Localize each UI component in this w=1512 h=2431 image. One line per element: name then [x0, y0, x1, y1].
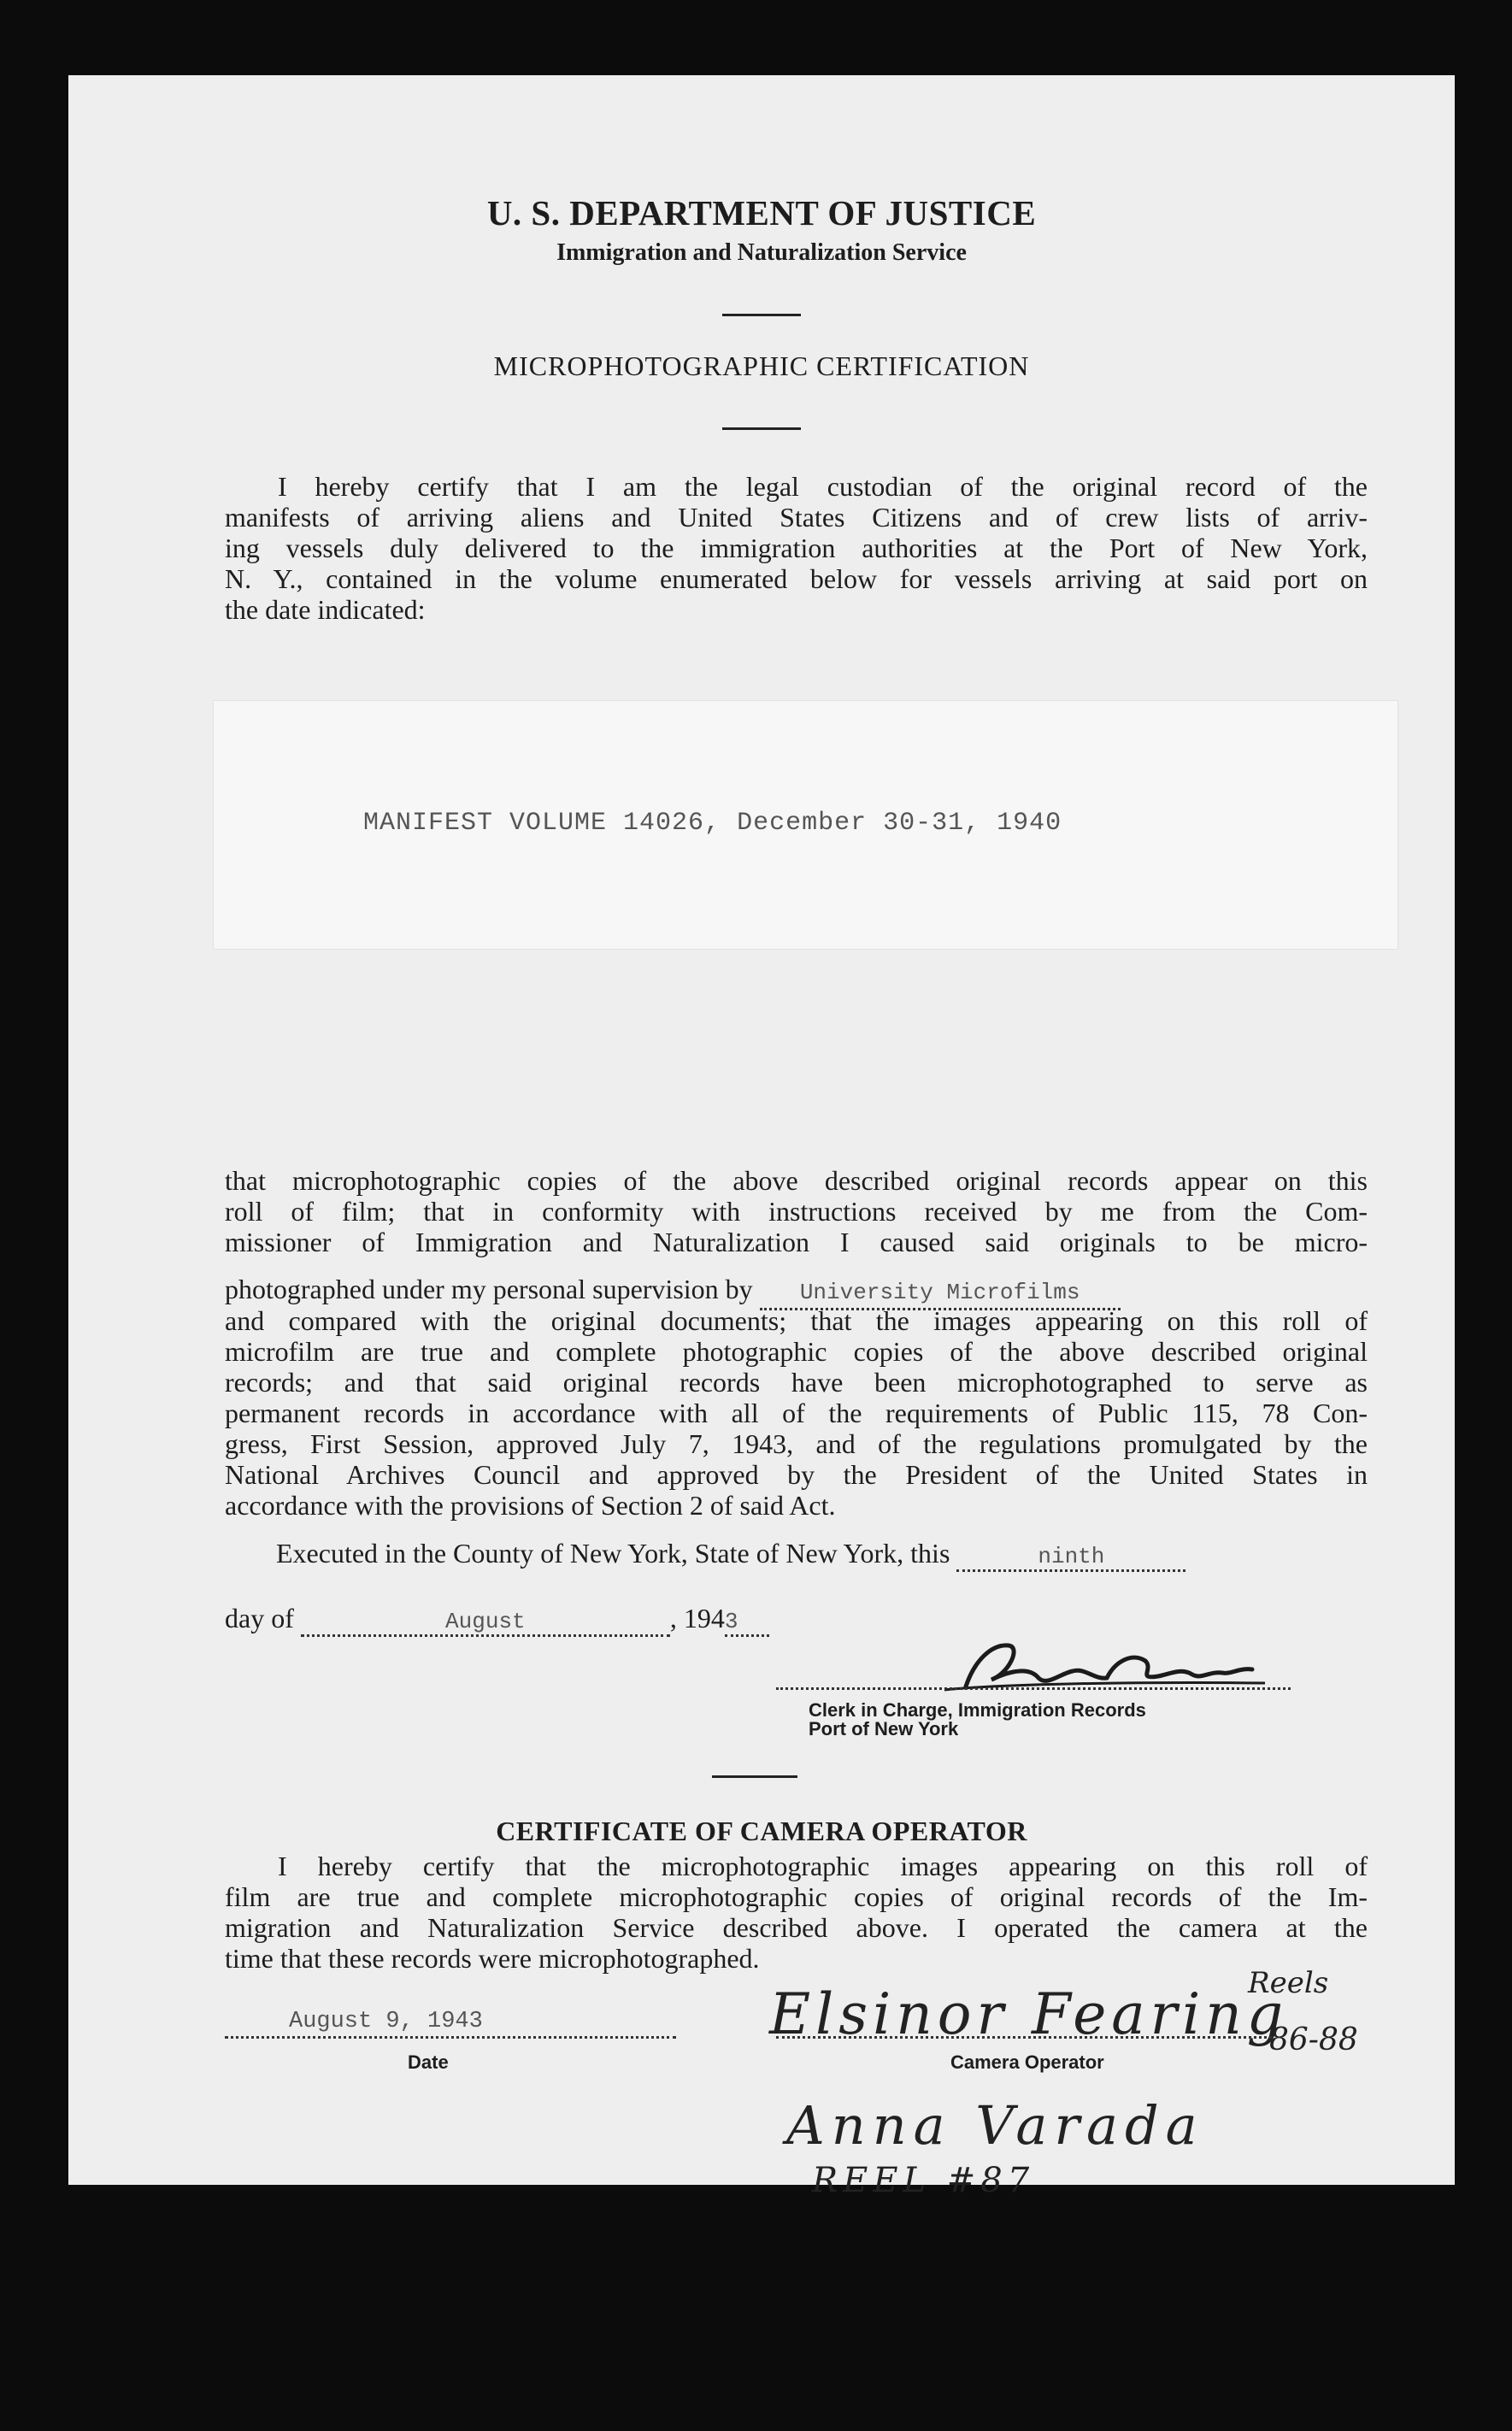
camera-paragraph [225, 1851, 1368, 1974]
document-page [68, 75, 1455, 2200]
clerk-signature-line [776, 1687, 1291, 1690]
text-line: film are true and complete microphotographic copies of original records of the Im- [225, 1881, 1368, 1912]
text-line: accordance with the provisions of Section 2 of said Act. [225, 1490, 836, 1521]
date-line [225, 2036, 676, 2039]
day-value: ninth [1038, 1544, 1105, 1569]
operator-line [776, 2036, 1272, 2039]
operator-signature: Elsinor Fearing [769, 1981, 1289, 2047]
text-line: microfilm are true and complete photographic copies of the above described original [225, 1336, 1368, 1367]
supervision-value: University Microfilms [799, 1280, 1080, 1305]
second-signature: Anna Varada [786, 2094, 1204, 2157]
executed-line [276, 1538, 1185, 1572]
body-paragraph-b [225, 1305, 1368, 1521]
text-line: ing vessels duly delivered to the immigration authorities at the Port of New York, [225, 533, 1368, 563]
clerk-office: Port of New York [809, 1718, 959, 1739]
divider [712, 1775, 797, 1778]
text-line: I hereby certify that I am the legal custodian of the original record of the [278, 471, 1368, 502]
agency-title: U. S. DEPARTMENT OF JUSTICE [486, 193, 1037, 233]
text-line: roll of film; that in conformity with instructions received by me from the Com- [225, 1196, 1368, 1227]
year-digit: 3 [724, 1609, 738, 1634]
year-field [725, 1603, 769, 1637]
intro-paragraph [225, 471, 1368, 625]
executed-prefix: Executed in the County of New York, State of New York, this [276, 1538, 950, 1569]
text-line: manifests of arriving aliens and United States Citizens and of crew lists of arriv- [225, 502, 1368, 533]
text-line: migration and Naturalization Service described above. I operated the camera at the [225, 1912, 1368, 1943]
text-line: National Archives Council and approved by the President of the United States in [225, 1459, 1368, 1490]
supervision-prefix: photographed under my personal supervision by [225, 1274, 753, 1304]
manifest-volume: MANIFEST VOLUME 14026, December 30-31, 1940 [363, 809, 1062, 838]
year-prefix: , 194 [669, 1603, 725, 1633]
text-line: N. Y., contained in the volume enumerated below for vessels arriving at said port on [225, 563, 1368, 594]
divider [722, 427, 801, 430]
clerk-signature [863, 1627, 1308, 1704]
day-field [956, 1538, 1185, 1572]
date-line [225, 1603, 769, 1637]
text-line: that microphotographic copies of the above described original records appear on this [225, 1165, 1368, 1196]
month-field [301, 1603, 670, 1637]
camera-heading: CERTIFICATE OF CAMERA OPERATOR [496, 1816, 1027, 1846]
text-line: permanent records in accordance with all of the requirements of Public 115, 78 Con- [225, 1398, 1368, 1428]
certification-title: MICROPHOTOGRAPHIC CERTIFICATION [493, 350, 1030, 381]
day-of-label: day of [225, 1603, 294, 1633]
reels-range: 86-88 [1269, 2022, 1358, 2057]
body-paragraph-a [225, 1165, 1368, 1257]
reel-note: REEL #87 [812, 2161, 1035, 2200]
clerk-title: Clerk in Charge, Immigration Records [809, 1699, 1146, 1721]
text-line: and compared with the original documents; that the images appearing on this roll of [225, 1305, 1368, 1336]
date-label: Date [408, 2051, 449, 2073]
month-value: August [445, 1609, 526, 1634]
reels-note: Reels [1248, 1966, 1329, 2000]
text-line: the date indicated: [225, 594, 426, 625]
operator-label: Camera Operator [950, 2051, 1104, 2073]
text-line: gress, First Session, approved July 7, 1943, and of the regulations promulgated by the [225, 1428, 1368, 1459]
text-line: missioner of Immigration and Naturalization I caused said originals to be micro- [225, 1227, 1368, 1257]
text-line: I hereby certify that the microphotographic images appearing on this roll of [278, 1851, 1368, 1881]
text-line: records; and that said original records have been microphotographed to serve as [225, 1367, 1368, 1398]
text-line: time that these records were microphotographed. [225, 1943, 760, 1974]
divider [722, 314, 801, 316]
date-value: August 9, 1943 [289, 2009, 483, 2034]
agency-subtitle: Immigration and Naturalization Service [556, 239, 967, 266]
